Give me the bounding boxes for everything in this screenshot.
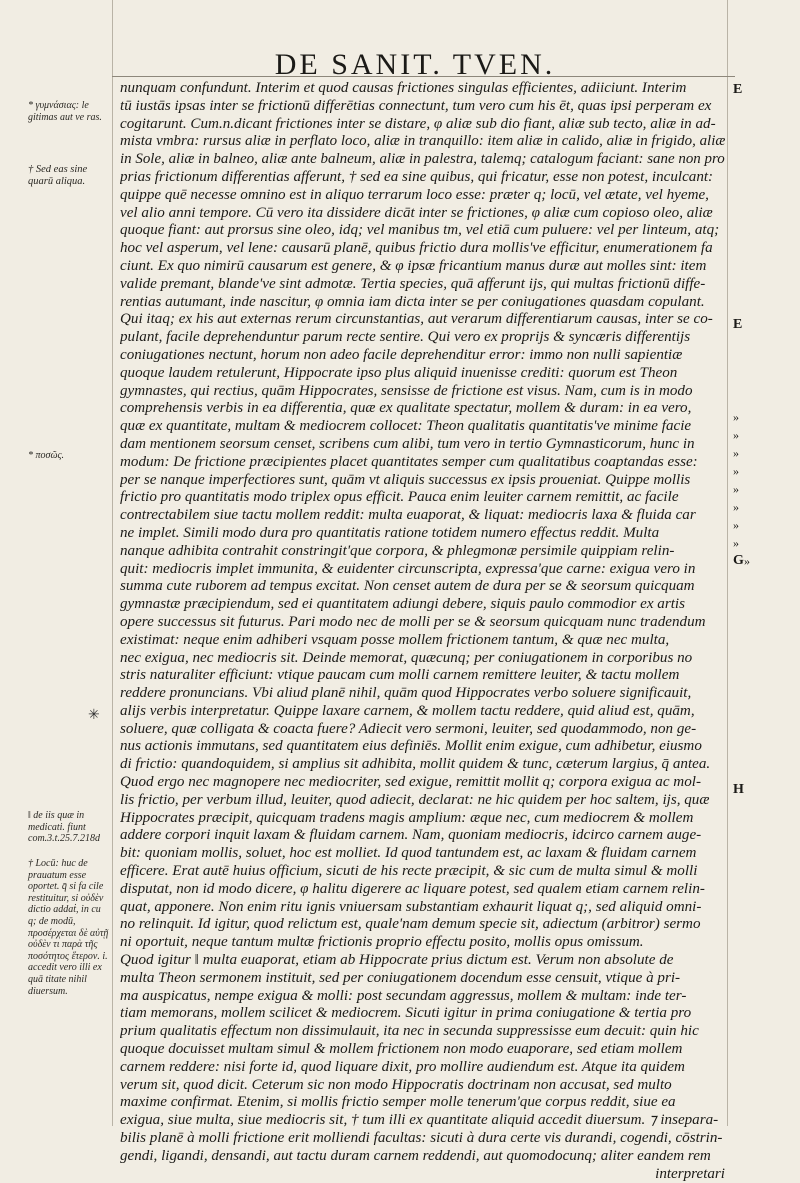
quote-mark: »: [733, 428, 739, 442]
text-line: ma auspicatus, nempe exigua & molli: post secundam aggressus, mollem & multam: inde ter-: [120, 987, 687, 1004]
quote-mark: »: [733, 410, 739, 424]
text-line: no relinquit. Id igitur, quod relictum est, quale'nam demum specie sit, adiectum (arbitror) sermo: [120, 916, 701, 933]
text-line: Quod ergo nec magnopere nec mediocriter, sed exigue, remittit mollit q; corpora exigua ac mol-: [120, 774, 701, 791]
text-line: pulant, facile deprehenduntur parum recte sentire. Qui vero ex proprijs & syncæris differentijs: [120, 329, 691, 346]
quote-mark: »: [733, 464, 739, 478]
text-line: tiam memorans, mollem scilicet & mediocrem. Sicuti igitur in prima coniugatione & tertia pro: [120, 1005, 692, 1022]
text-line: quit: mediocris implet immunita, & euidenter circunscripta, expressa'que carne: exigua vero in: [120, 560, 696, 577]
text-line: rentias autumant, inde nascitur, φ omnia iam dicta inter se per coniugationes quasdam copulant.: [120, 293, 705, 310]
running-header: DE SANIT. TVEN.: [274, 48, 556, 81]
text-line: contrectabilem siue tactu mollem reddit: multa euaporat, & liquat: mediocris laxa & fluida car: [120, 507, 696, 524]
text-line: opere successus sit futurus. Pari modo nec de molli per se & seorsum quicquam nunc tradendum: [120, 613, 706, 630]
quote-mark: »: [733, 446, 739, 460]
asterisk-ornament: ✳: [88, 708, 100, 723]
marginal-note-sed-eas: † Sed eas sine quarū aliqua.: [28, 164, 88, 187]
text-line: nanque adhibita contrahit constringit'que corpora, & phlegmonæ persimile quippiam relin-: [120, 542, 675, 559]
text-line: summa cute ruborem ad tempus excitat. Non censet autem de dura per se & seorsum quicquam: [120, 578, 695, 595]
text-line: nunquam confundunt. Interim et quod causas frictiones singulas efficientes, adiiciunt. Interim: [120, 80, 687, 96]
text-line: quippe quē necesse omnino est in aliquo terrarum loco esse: præter q; locū, vel ætate, vel hyeme,: [120, 186, 709, 203]
text-line: hoc vel asperum, vel lene: causarū planē, quibus frictio dura mollis've efficitur, enumerationem fa: [120, 240, 713, 257]
text-line: efficere. Erat autē huius officium, sicuti de his recte præcipit, & sic cum de multa simul & molli: [120, 863, 698, 880]
text-line: Qui itaq; ex his aut externas rerum circunstantias, aut verarum differentiarum causas, inter se co-: [120, 311, 713, 328]
quote-mark: »: [733, 536, 739, 550]
text-line: stris naturaliter efficiunt: vtique paucam cum molli carnem remittere leuiter, & tactu mollem: [120, 667, 680, 684]
text-line: quoque laudem retulerunt, Hippocrate ipso plus aliquid inuenisse crediti: quorum est Theon: [120, 364, 678, 381]
text-line: mista vmbra: rursus aliæ in perflato loco, aliæ in tranquillo: item aliæ in calido, aliæ in frigido, aliæ: [120, 133, 726, 150]
text-line: prium qualitatis effectum non dissimulauit, ita nec in secunda suppressisse eum decuit: quin hic: [120, 1023, 699, 1040]
left-margin-rule: [112, 0, 113, 1126]
text-line: coniugationes nectunt, horum non adeo facile deprehenditur error: immo non nulli sapientiæ: [120, 346, 683, 363]
text-line: exigua, siue multa, siue mediocris sit, † tum illi ex quantitate aliquid accedit diuersum. ⁊ insepara-: [120, 1112, 719, 1129]
main-text-block: [120, 80, 725, 1183]
text-line: soluere, quæ colligata & coacta fuere? Adiecit vero sermoni, leuiter, sed quodammodo, non ge-: [120, 720, 697, 737]
text-line: gymnastes, qui rectius, quām Hippocrates, sensisse de frictione est visus. Nam, cum is in modo: [120, 382, 693, 399]
section-letter-g: G: [733, 553, 744, 568]
quote-mark: »: [744, 554, 750, 568]
marginal-note-locus: † Locū: huc de prauatum esse oportet. q̄ si fa cile restituitur, si οὐδὲν dictio addaṫ, in cu q; de modū, προσέρχεται δὲ αὐτῇ οὐδὲν τι παρὰ τῆς ποσότητος ἕτερον. i. accedit vero illi ex quā titate nihil diuersum.: [28, 858, 109, 997]
quote-mark: »: [733, 500, 739, 514]
text-line: quæ ex quantitate, multam & mediocrem collocet: Theon qualitatis quantitatis've minime facie: [120, 418, 692, 435]
text-line: disputat, non id modo dicere, φ halitu digerere ac liquare potest, sed qualem etiam carnem relin-: [120, 880, 705, 897]
text-line: carnem reddere: nisi forte id, quod liquare dixit, pro mollire audiendum est. Atque ita quidem: [120, 1058, 685, 1075]
text-line: Hippocrates præcipit, quicquam tradens magis amplium: æque nec, cum mediocrem & mollem: [120, 809, 694, 826]
text-line: existimat: neque enim adhiberi vsquam posse mollem frictionem tantum, & quæ nec multa,: [120, 631, 670, 648]
text-line: quoque fiant: aut prorsus sine oleo, idq; vel manibus tm, vel etiā cum puluere: vel per linteum, atq;: [120, 222, 720, 239]
quote-mark: »: [733, 518, 739, 532]
text-line: interpretari: [655, 1165, 725, 1182]
text-line: reddere pronuncians. Vbi aliud planē nihil, quām quod Hippocrates verbo soluere significauit,: [120, 685, 692, 702]
right-margin-rule: [727, 0, 728, 1126]
text-line: ni oportuit, neque tantum multæ frictionis proprio effectu posito, mollis opus omissum.: [120, 934, 644, 951]
text-line: tū iustās ipsas inter se frictionū differētias connectunt, tum vero cum his ēt, quas ipsi perperam ex: [120, 97, 712, 114]
text-line: gendi, ligandi, densandi, aut tactu duram carnem reddendi, aut quomodocunq; aliter eandem rem: [120, 1147, 711, 1164]
section-letter-e-second: E: [733, 317, 743, 332]
text-line: di frictio: quandoquidem, si amplius sit adhibita, mollit quidem & tunc, cæterum largius, q̄ antea.: [120, 756, 711, 773]
marginal-note-gymnasias: * γυμνάσιας: le gitimas aut ve ras.: [28, 100, 102, 123]
text-line: nec exigua, nec mediocris sit. Deinde memorat, quæcunq; per coniugationem in corporibus no: [120, 649, 693, 666]
text-line: maxime confirmat. Etenim, si mollis frictio semper molle tenerum'que corpus reddit, siue ea: [120, 1094, 676, 1111]
text-line: comprehensis verbis in ea differentia, quæ ex qualitate spectatur, mollem & duram: in ea vero,: [120, 400, 692, 417]
text-line: dam mentionem seorsum censet, scribens cum alibi, tum vero in tertio Gymnasticorum, hunc in: [120, 435, 695, 452]
text-line: nus actionis immutans, sed quantitatem eius definiēs. Mollit enim exigue, cum adhibetur, eiusmo: [120, 738, 702, 755]
text-line: vel alio anni tempore. Cū vero ita dissidere dicāt inter se frictiones, φ aliæ cum copioso oleo, aliæ: [120, 204, 713, 221]
marginal-note-de-iis: ‖ de iis quæ in medicati. fiunt com.3.t.25.7.218d: [28, 810, 100, 845]
text-line: bilis planē à molli frictione erit molliendi facultas: sicuti à dura certe vis durandi, cogendi, cōstrin-: [120, 1130, 723, 1147]
text-line: Quod igitur ‖ multa euaporat, etiam ab Hippocrate prius dictum est. Verum non absolute de: [120, 952, 674, 969]
text-line: ciunt. Ex quo nimirū causarum est genere, & φ ipsæ fricantium manus duræ aut molles sint: item: [120, 257, 707, 274]
text-line: bit: quoniam mollis, soluet, hoc est molliet. Id quod tantundem est, ac laxam & fluidam carnem: [120, 845, 697, 862]
text-line: quat, apponere. Non enim ritu ignis vniuersam substantiam exhaurit liquat q;, sed aliquid omni-: [120, 898, 702, 915]
text-line: multa Theon sermonem instituit, sed per coniugationem docendum esse censuit, vtique à pri-: [120, 969, 681, 986]
text-line: alijs verbis interpretatur. Quippe laxare carnem, & mollem tactu reddere, quid aliud est, quām,: [120, 702, 695, 719]
text-line: addere corpori inquit laxam & fluidam carnem. Nam, quoniam mediocris, idcirco carnem auge-: [120, 827, 702, 844]
section-letter-h: H: [733, 782, 744, 797]
text-line: valide premant, blande've sint admotæ. Tertia species, quā afferunt ijs, qui multas frictionū diffe-: [120, 275, 706, 292]
text-line: gymnastæ præcipiendum, sed ei quantitatem adiungi debere, siquis paulo commodior ex artis: [120, 596, 685, 613]
quote-mark: »: [733, 482, 739, 496]
text-line: quoque docuisset multam simul & mollem frictionem non modo euaporare, sed etiam mollem: [120, 1041, 683, 1058]
text-line: prias frictionum differentias afferunt, † sed ea sine quibus, qui fricatur, esse non potest, inculcant:: [120, 168, 714, 185]
text-line: in Sole, aliæ in balneo, aliæ ante balneum, aliæ in palestra, talemq; catalogum faciant: sane non pro: [120, 151, 725, 168]
text-line: cogitarunt. Cum.n.dicant frictiones inter se distare, φ aliæ sub dio fiant, aliæ sub tecto, aliæ in ad-: [120, 115, 716, 132]
text-line: frictio pro quantitatis modo triplex opus efficit. Pauca enim leuiter carnem remittit, ac facile: [120, 489, 679, 506]
marginal-note-posos: * ποσῶς.: [28, 450, 65, 461]
text-line: verum sit, quod dicit. Ceterum sic non modo Hippocratis doctrinam non accusat, sed multo: [120, 1076, 672, 1093]
text-line: lis frictio, per verbum illud, leuiter, quod adiecit, declarat: ne hic quidem per hoc saltem, ijs, quæ: [120, 791, 710, 808]
text-line: ne implet. Simili modo dura pro quantitatis ratione totidem numero effectus reddit. Multa: [120, 524, 660, 541]
text-line: per se nanque imperfectiores sunt, quām vt aliquis successus ex ipsis proueniat. Quippe mollis: [120, 471, 691, 488]
text-line: modum: De frictione præcipientes placet quantitates semper cum qualitatibus coaptandas esse:: [120, 453, 698, 470]
section-letter-e: E: [733, 82, 743, 97]
